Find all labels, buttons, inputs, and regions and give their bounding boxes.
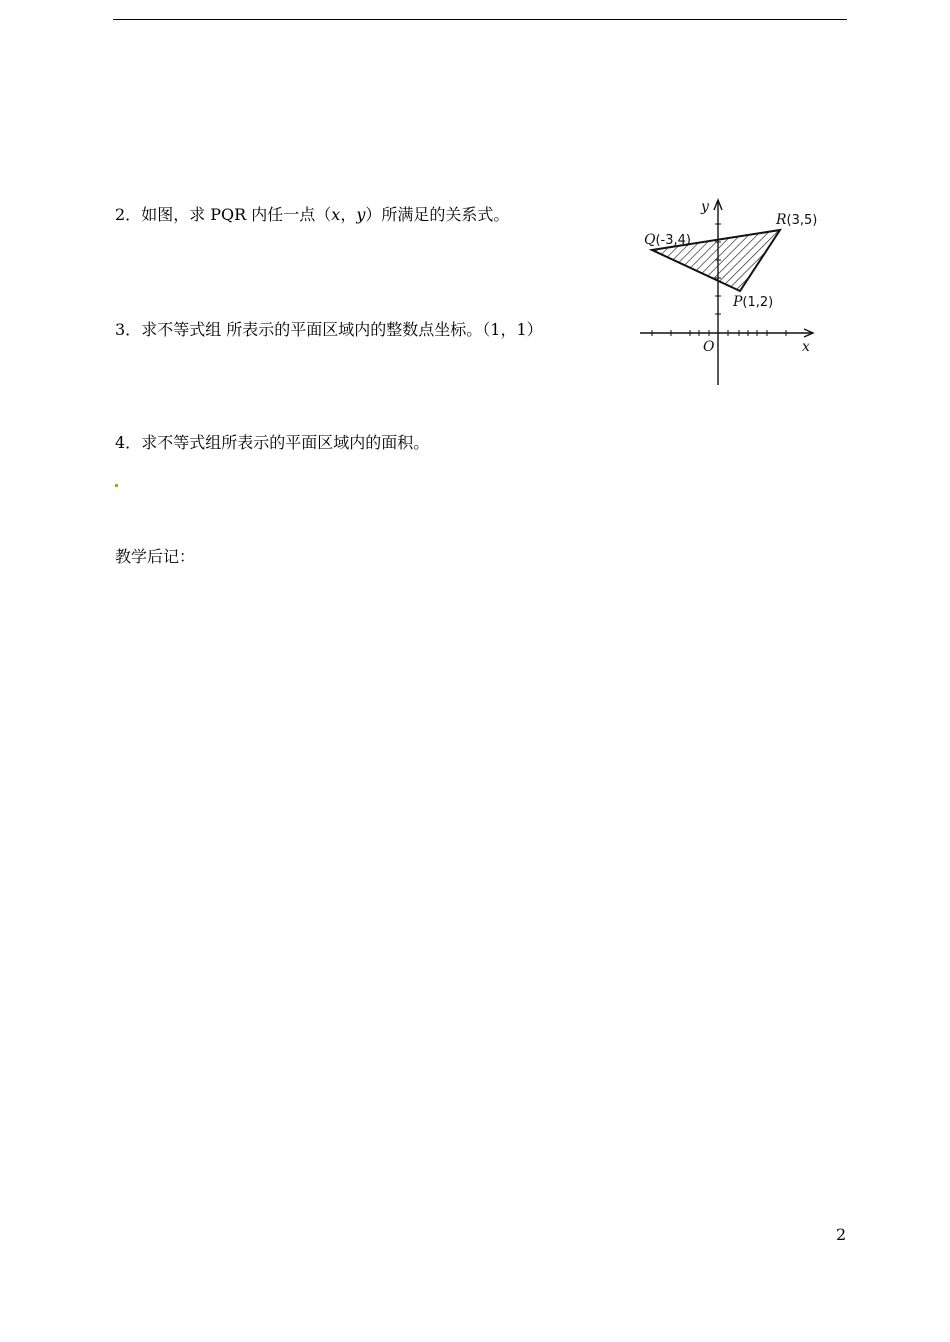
problem-2: [115, 205, 509, 225]
triangle-figure: [630, 192, 830, 388]
problem-3-text: 求不等式组 所表示的平面区域内的整数点坐标。（1，1）: [141, 320, 543, 339]
point-r-label: R(3,5): [776, 212, 818, 228]
problem-2-number: 2．: [115, 205, 142, 224]
point-q-label: Q(-3,4): [644, 232, 691, 248]
problem-2-text-before: 如图，求 PQR 内任一点（: [141, 205, 332, 224]
problem-2-var-x: x: [331, 205, 341, 224]
origin-label: O: [703, 339, 715, 355]
problem-2-sep: ，: [340, 205, 357, 224]
problem-2-text-after: ）所满足的关系式。: [365, 205, 510, 224]
problem-4: [115, 433, 429, 453]
problem-3: [115, 320, 543, 340]
point-p-label: P(1,2): [733, 294, 774, 310]
stray-mark: [115, 484, 118, 487]
x-axis-label: x: [802, 339, 810, 355]
header-rule: [113, 19, 847, 20]
page-number: 2: [836, 1225, 847, 1244]
problem-2-var-y: y: [356, 205, 366, 224]
problem-4-number: 4．: [115, 433, 142, 452]
triangle-figure-svg: [630, 192, 830, 388]
problem-3-number: 3．: [115, 320, 142, 339]
problem-4-text: 求不等式组所表示的平面区域内的面积。: [141, 433, 430, 452]
y-axis-label: y: [701, 199, 709, 215]
afterword-label: 教学后记：: [115, 547, 196, 566]
